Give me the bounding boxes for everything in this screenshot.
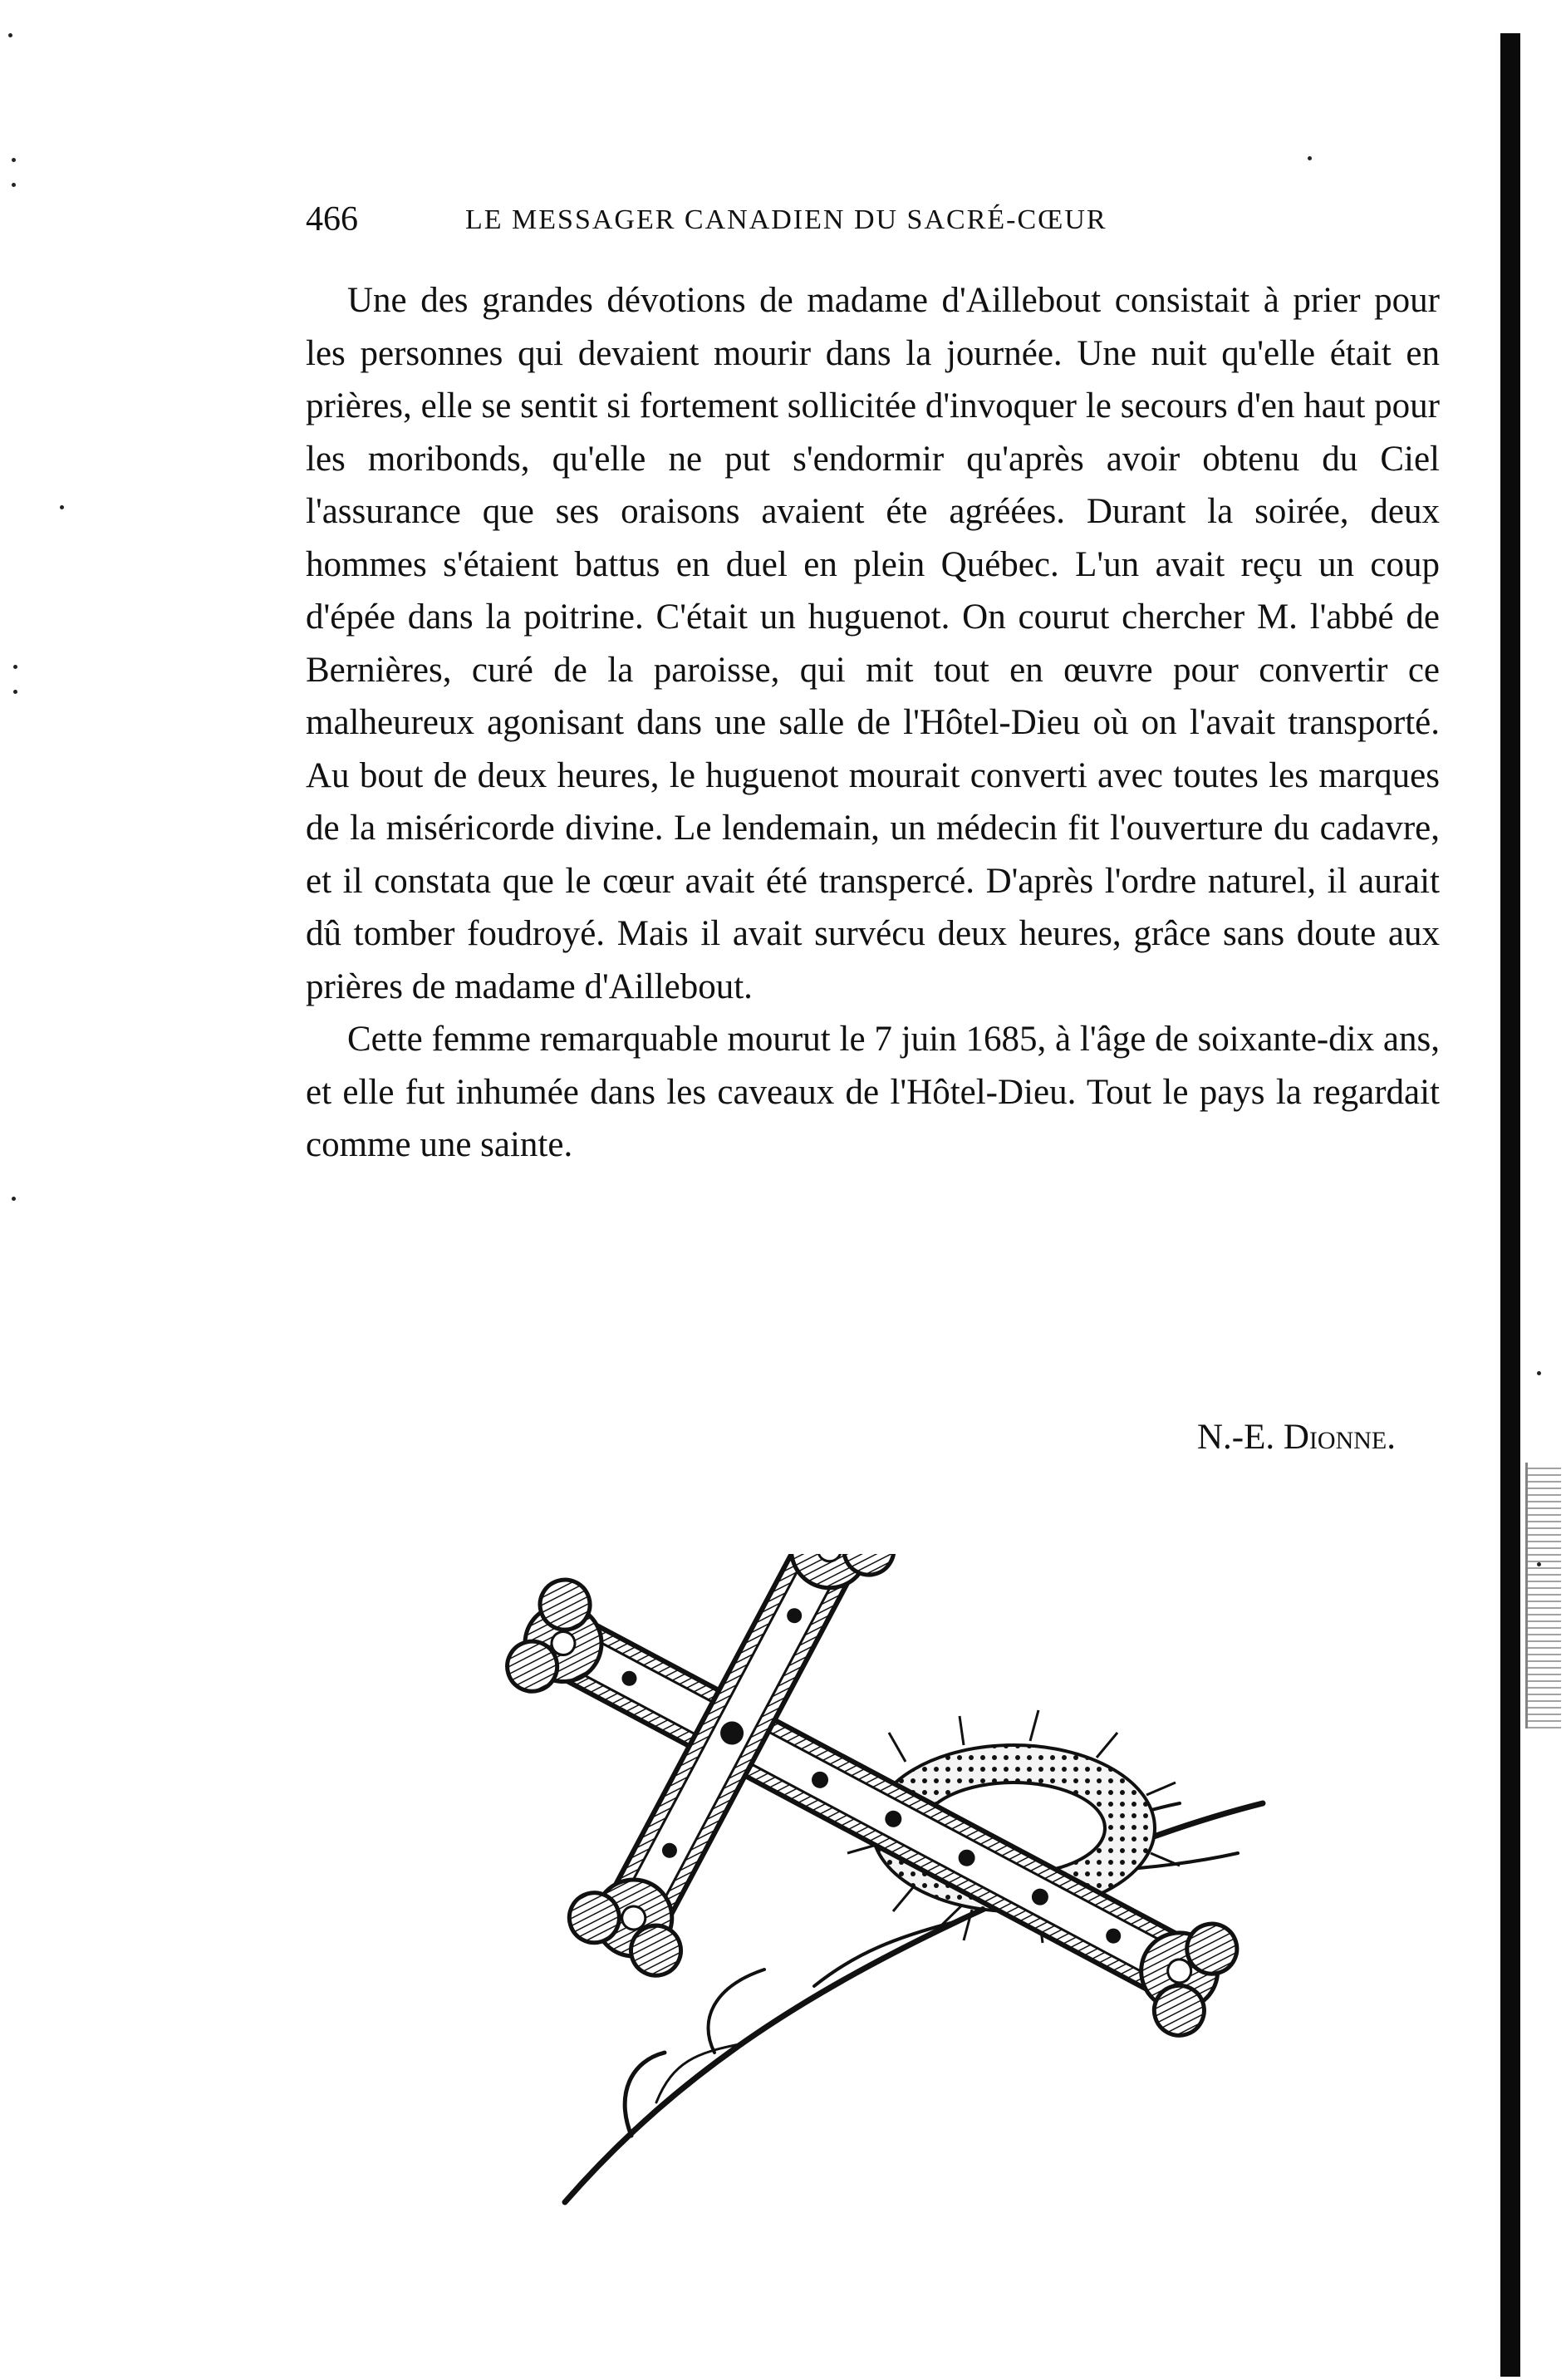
scan-speck (12, 158, 16, 162)
cross-ornament-icon (465, 1554, 1296, 2235)
ornate-cross (465, 1554, 1296, 2215)
page-edge-strip (1525, 1463, 1561, 1728)
running-header (306, 196, 1294, 246)
scan-speck (1308, 156, 1312, 160)
scan-speck (8, 33, 12, 37)
scan-speck (13, 665, 17, 669)
paragraph: Une des grandes dévotions de madame d'Aillebout consistait à prier pour les personnes qui devaient mourir dans la journée. Une nuit qu'elle était en prières, elle se sentit si fortement sollicitée d'invoquer le secours d'en haut pour les moribonds, qu'elle ne put s'endormir qu'après avoir obtenu du Ciel l'assurance que ses oraisons avaient éte agréées. Durant la soirée, deux hommes s'étaient battus en duel en plein Québec. L'un avait reçu un coup d'épée dans la poitrine. C'était un huguenot. On courut chercher M. l'abbé de Bernières, curé de la paroisse, qui mit tout en œuvre pour convertir ce malheureux agonisant dans une salle de l'Hôtel-Dieu où on l'avait transporté. Au bout de deux heures, le huguenot mourait converti avec toutes les marques de la miséricorde divine. Le lendemain, un médecin fit l'ouverture du cadavre, et il constata que le cœur avait été transpercé. D'après l'ordre naturel, il aurait dû tomber foudroyé. Mais il avait survécu deux heures, grâce sans doute aux prières de madame d'Aillebout. (306, 281, 1440, 1006)
author-surname: Dionne. (1283, 1418, 1396, 1457)
scan-speck (12, 183, 16, 187)
author-initials: N.-E. (1196, 1418, 1275, 1457)
scan-speck (1537, 1371, 1541, 1375)
scan-speck (12, 1197, 16, 1201)
article-body (306, 274, 1440, 1172)
page-number: 466 (306, 200, 358, 238)
scan-speck (13, 690, 17, 694)
paragraph: Cette femme remarquable mourut le 7 juin 1685, à l'âge de soixante-dix ans, et elle fut inhumée dans les caveaux de l'Hôtel-Dieu. Tout le pays la regardait comme une sainte. (306, 1020, 1440, 1164)
author-signature (1097, 1413, 1396, 1463)
scan-speck (60, 505, 64, 509)
scan-speck (1537, 1562, 1541, 1566)
running-title: LE MESSAGER CANADIEN DU SACRÉ-CŒUR (465, 204, 1107, 235)
binding-edge (1500, 33, 1520, 2377)
